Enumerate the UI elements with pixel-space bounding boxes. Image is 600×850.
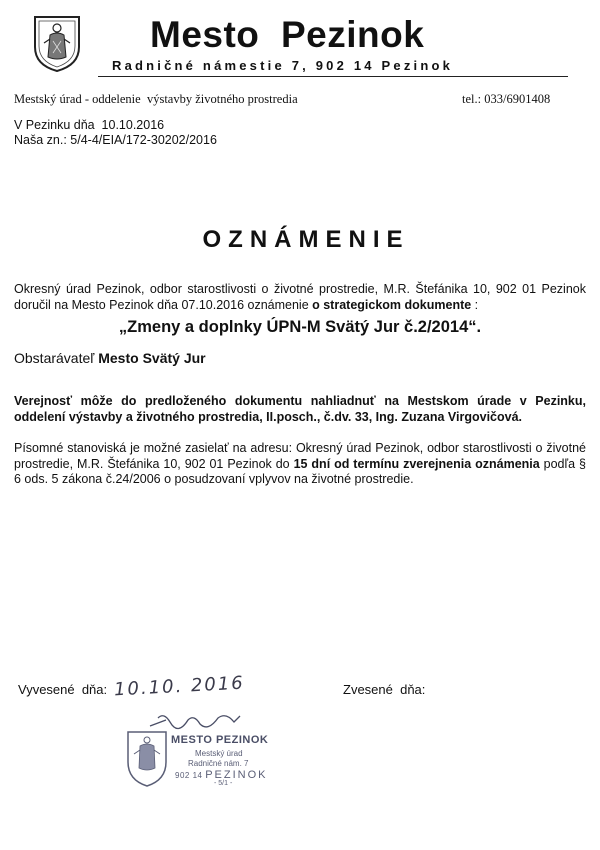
comments-text: Písomné stanoviská je možné zasielať na adresu: Okresný úrad Pezinok, odbor starostlivosti o životné prostredie, M.R. Štefánika 10, 902 01 Pezinok do <box>14 441 586 471</box>
procurer-label: Obstarávateľ <box>14 350 99 366</box>
intro-text: Okresný úrad Pezinok, odbor starostlivosti o životné prostredie, M.R. Štefánika 10, 902 01 Pezinok doručil na Mesto Pezinok dňa 07.10.2016 oznámenie <box>14 282 586 312</box>
public-access-paragraph: Verejnosť môže do predloženého dokumentu nahliadnuť na Mestskom úrade v Pezinku, oddelení výstavby a životného prostredia, II.posch., č.dv. 33, Ing. Zuzana Virgovičová. <box>14 394 586 424</box>
document-subject: „Zmeny a doplnky ÚPN-M Svätý Jur č.2/2014“. <box>118 318 482 336</box>
posted-date-handwritten: 10.10. 2016 <box>113 672 246 701</box>
stamp-zip: 902 14 <box>175 771 203 780</box>
intro-end: : <box>471 297 479 312</box>
stamp-city: PEZINOK <box>205 769 268 781</box>
stamp-street: Radničné nám. 7 <box>188 759 249 768</box>
procurer-name: Mesto Svätý Jur <box>98 350 206 366</box>
stamp-city-name: MESTO PEZINOK <box>171 734 269 746</box>
removed-label: Zvesené dňa: <box>343 682 426 697</box>
reference-number: Naša zn.: 5/4-4/EIA/172-30202/2016 <box>14 133 217 147</box>
written-comments-paragraph <box>14 441 586 488</box>
intro-paragraph <box>14 282 586 313</box>
comments-end: podľa § 6 ods. 5 zákona č.24/2006 o posudzovaní vplyvov na životné prostredie. <box>14 456 586 486</box>
document-heading: OZNÁMENIE <box>202 226 410 253</box>
procurer-line <box>14 350 206 366</box>
intro-bold: o strategickom dokumente <box>312 297 472 312</box>
posted-label: Vyvesené dňa: <box>18 682 108 697</box>
office-department: Mestský úrad - oddelenie výstavby životného prostredia <box>14 92 298 106</box>
office-phone: tel.: 033/6901408 <box>462 92 551 106</box>
comments-deadline: 15 dní od termínu zverejnenia oznámenia <box>293 456 540 471</box>
header-divider <box>98 76 568 77</box>
page-title: Mesto Pezinok <box>150 14 425 55</box>
city-coat-of-arms-logo <box>30 13 84 73</box>
stamp-number: - 5/1 - <box>214 780 233 787</box>
stamp-office: Mestský úrad <box>195 749 243 758</box>
place-date: V Pezinku dňa 10.10.2016 <box>14 118 165 132</box>
city-address: Radničné námestie 7, 902 14 Pezinok <box>112 58 454 73</box>
